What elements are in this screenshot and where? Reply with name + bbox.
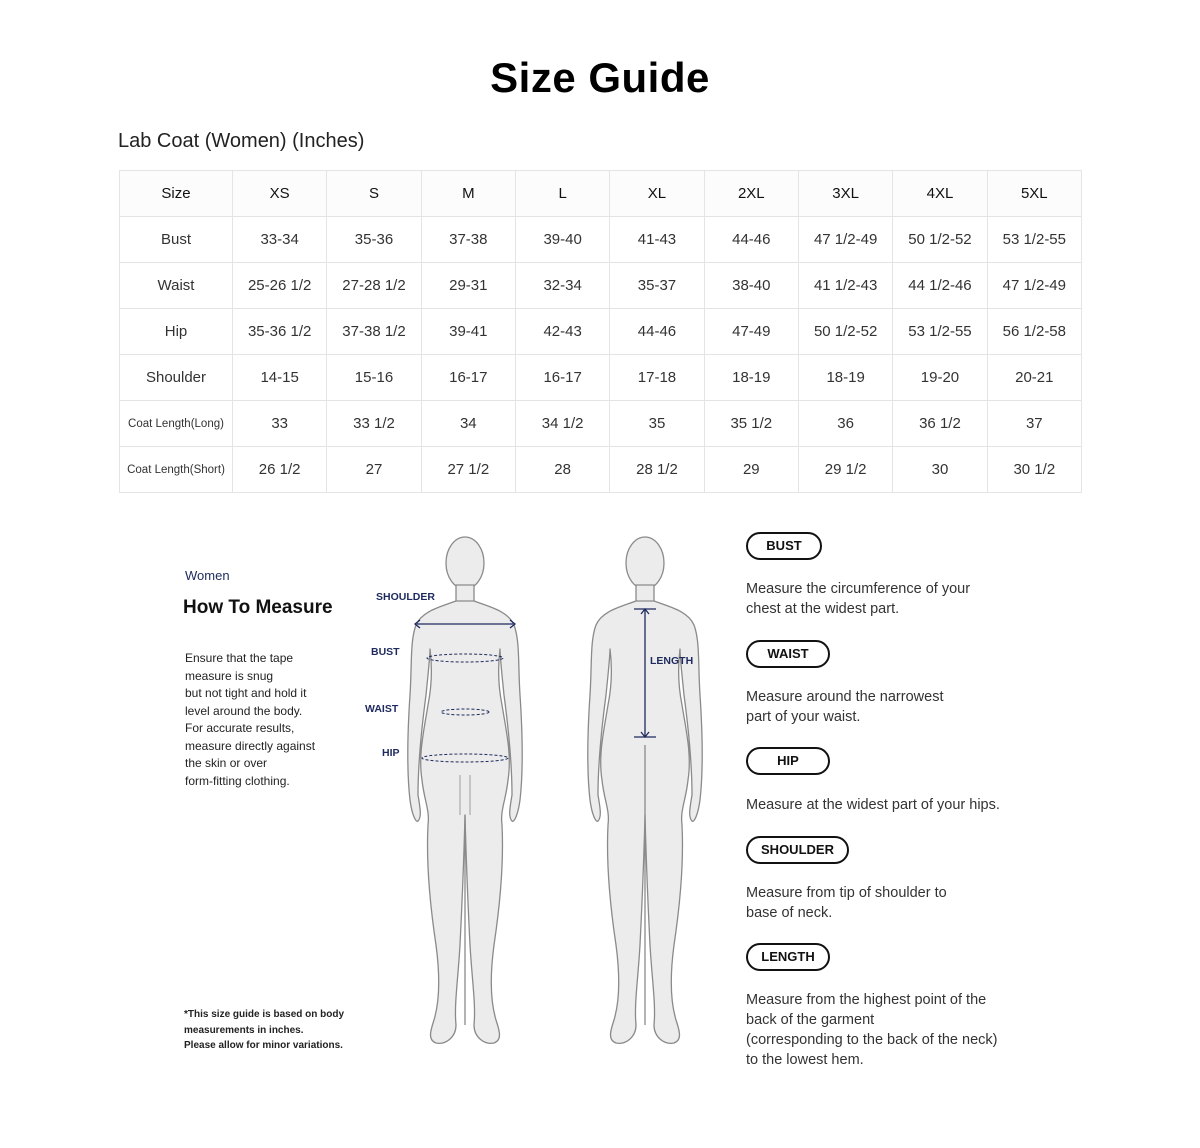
table-cell: 39-40 [515, 217, 609, 263]
hip-pill: HIP [746, 747, 830, 775]
table-cell: 35-37 [610, 263, 704, 309]
table-row [120, 309, 1082, 355]
table-cell: 29 [704, 447, 798, 493]
header-cell: XL [610, 171, 704, 217]
table-cell: 34 [421, 401, 515, 447]
table-cell: 27 [327, 447, 421, 493]
table-cell: 50 1/2-52 [893, 217, 987, 263]
how-to-measure-heading: How To Measure [183, 597, 333, 618]
table-header-row [120, 171, 1082, 217]
header-cell: XS [233, 171, 327, 217]
table-cell: 33 1/2 [327, 401, 421, 447]
table-cell: 35 [610, 401, 704, 447]
table-row [120, 355, 1082, 401]
row-label: Hip [120, 309, 233, 355]
table-cell: 44 1/2-46 [893, 263, 987, 309]
table-cell: 33 [233, 401, 327, 447]
header-cell: 5XL [987, 171, 1081, 217]
table-cell: 35 1/2 [704, 401, 798, 447]
table-cell: 29-31 [421, 263, 515, 309]
table-cell: 29 1/2 [798, 447, 892, 493]
header-cell: S [327, 171, 421, 217]
length-description: Measure from the highest point of the back of the garment (corresponding to the back of the neck) to the lowest hem. [746, 992, 998, 1068]
table-cell: 35-36 1/2 [233, 309, 327, 355]
table-cell: 14-15 [233, 355, 327, 401]
front-figure [408, 537, 523, 1043]
table-cell: 34 1/2 [515, 401, 609, 447]
header-cell: L [515, 171, 609, 217]
table-cell: 30 1/2 [987, 447, 1081, 493]
table-cell: 18-19 [704, 355, 798, 401]
table-cell: 28 [515, 447, 609, 493]
table-subtitle: Lab Coat (Women) (Inches) [118, 130, 365, 152]
body-figures-illustration [360, 525, 720, 1065]
header-cell: 4XL [893, 171, 987, 217]
table-cell: 16-17 [421, 355, 515, 401]
table-cell: 39-41 [421, 309, 515, 355]
row-label: Coat Length(Long) [120, 401, 233, 447]
header-cell: 3XL [798, 171, 892, 217]
bust-figure-label: BUST [371, 646, 400, 658]
length-pill: LENGTH [746, 943, 830, 971]
header-cell: M [421, 171, 515, 217]
table-cell: 28 1/2 [610, 447, 704, 493]
table-cell: 41 1/2-43 [798, 263, 892, 309]
table-cell: 35-36 [327, 217, 421, 263]
table-cell: 50 1/2-52 [798, 309, 892, 355]
table-cell: 44-46 [704, 217, 798, 263]
table-cell: 41-43 [610, 217, 704, 263]
length-figure-label: LENGTH [650, 655, 694, 667]
shoulder-figure-label: SHOULDER [376, 591, 435, 603]
table-cell: 44-46 [610, 309, 704, 355]
table-cell: 16-17 [515, 355, 609, 401]
hip-figure-label: HIP [382, 747, 400, 759]
table-cell: 37-38 [421, 217, 515, 263]
hip-description: Measure at the widest part of your hips. [746, 797, 1000, 813]
table-cell: 26 1/2 [233, 447, 327, 493]
table-cell: 17-18 [610, 355, 704, 401]
waist-pill: WAIST [746, 640, 830, 668]
table-cell: 19-20 [893, 355, 987, 401]
table-cell: 37 [987, 401, 1081, 447]
table-cell: 20-21 [987, 355, 1081, 401]
table-cell: 15-16 [327, 355, 421, 401]
table-cell: 36 [798, 401, 892, 447]
how-to-measure-text: Ensure that the tape measure is snug but not tight and hold it level around the body. For accurate results, measure directly against the skin or over form-fitting clothing. [185, 651, 316, 788]
waist-figure-label: WAIST [365, 703, 399, 715]
women-label: Women [185, 568, 230, 583]
table-cell: 30 [893, 447, 987, 493]
page-title: Size Guide [490, 54, 710, 101]
table-cell: 33-34 [233, 217, 327, 263]
row-label: Coat Length(Short) [120, 447, 233, 493]
table-row [120, 401, 1082, 447]
table-cell: 27 1/2 [421, 447, 515, 493]
table-cell: 47 1/2-49 [987, 263, 1081, 309]
table-row [120, 217, 1082, 263]
table-cell: 47 1/2-49 [798, 217, 892, 263]
table-row [120, 447, 1082, 493]
size-guide-note: *This size guide is based on body measurements in inches. Please allow for minor variations. [184, 1009, 345, 1051]
table-cell: 27-28 1/2 [327, 263, 421, 309]
table-cell: 53 1/2-55 [893, 309, 987, 355]
table-row [120, 263, 1082, 309]
size-table [119, 170, 1082, 493]
row-label: Bust [120, 217, 233, 263]
table-cell: 42-43 [515, 309, 609, 355]
header-cell: Size [120, 171, 233, 217]
table-cell: 47-49 [704, 309, 798, 355]
table-cell: 18-19 [798, 355, 892, 401]
table-cell: 32-34 [515, 263, 609, 309]
row-label: Shoulder [120, 355, 233, 401]
row-label: Waist [120, 263, 233, 309]
table-cell: 37-38 1/2 [327, 309, 421, 355]
table-body [120, 217, 1082, 493]
table-cell: 25-26 1/2 [233, 263, 327, 309]
shoulder-pill: SHOULDER [746, 836, 849, 864]
table-cell: 53 1/2-55 [987, 217, 1081, 263]
waist-description: Measure around the narrowest part of your waist. [746, 689, 944, 725]
bust-description: Measure the circumference of your chest at the widest part. [746, 581, 971, 617]
table-cell: 36 1/2 [893, 401, 987, 447]
table-cell: 38-40 [704, 263, 798, 309]
header-cell: 2XL [704, 171, 798, 217]
table-cell: 56 1/2-58 [987, 309, 1081, 355]
bust-pill: BUST [746, 532, 822, 560]
shoulder-description: Measure from tip of shoulder to base of neck. [746, 885, 947, 921]
